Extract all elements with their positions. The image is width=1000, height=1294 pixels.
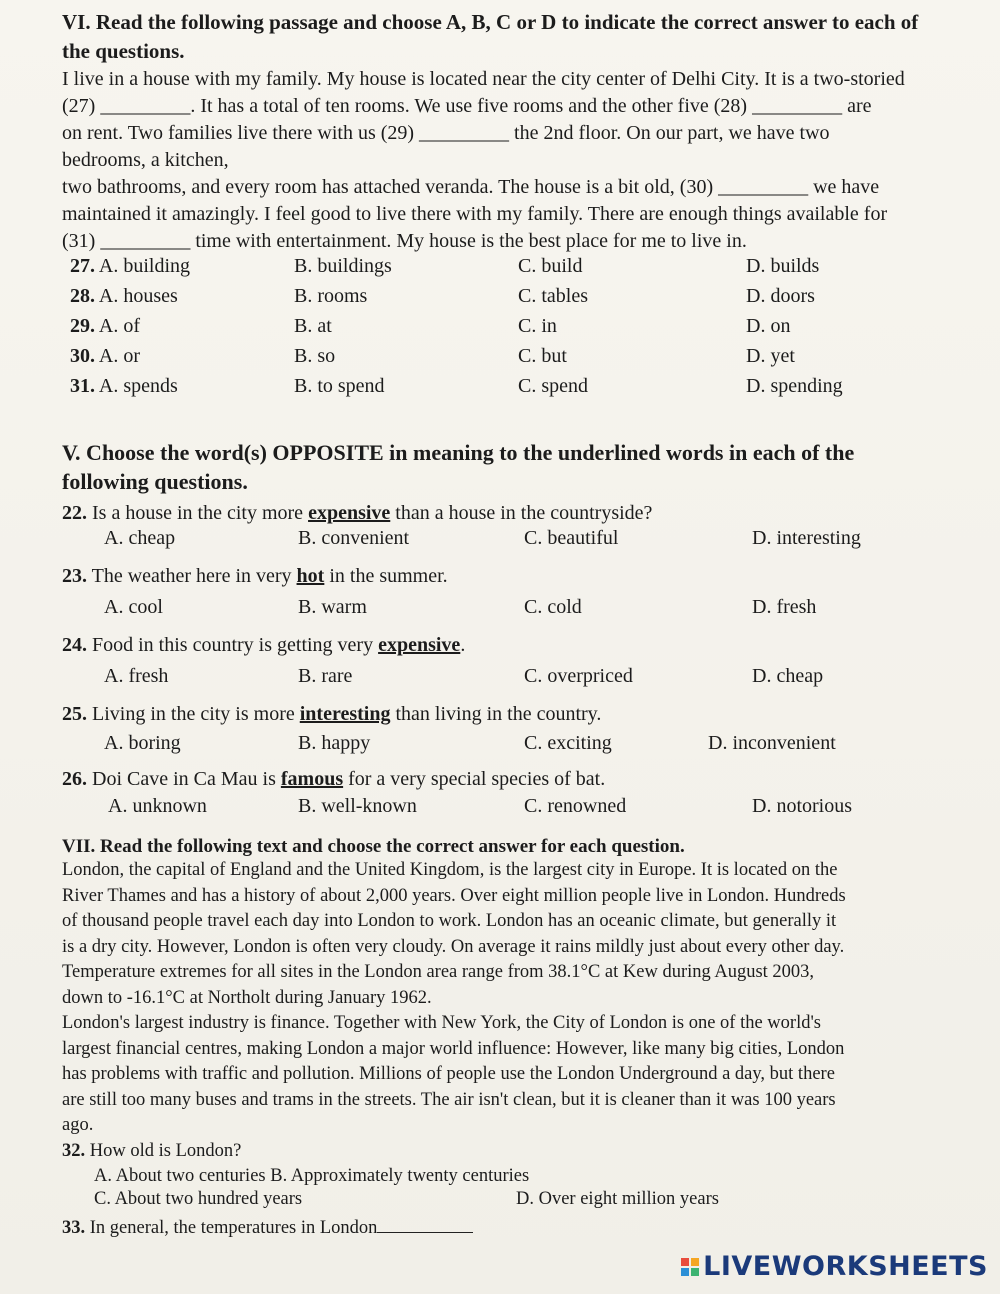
section-v (62, 438, 922, 825)
option-b[interactable]: B. well-known (298, 795, 417, 817)
options-26 (62, 795, 922, 825)
option-a[interactable]: A. houses (98, 285, 178, 307)
question-number: 25. (62, 703, 87, 725)
option-d[interactable]: D. yet (746, 345, 795, 367)
option-b[interactable]: B. happy (298, 732, 371, 754)
option-a[interactable]: A. boring (104, 732, 181, 754)
question-number: 23. (62, 565, 87, 587)
option-b[interactable]: B. convenient (298, 527, 410, 549)
question-number: 24. (62, 634, 87, 656)
question-text-post: than a house in the countryside? (390, 502, 653, 524)
question-text-pre: The weather here in very (91, 565, 297, 587)
option-a[interactable]: A. fresh (104, 665, 169, 687)
option-b[interactable]: B. to spend (294, 375, 385, 397)
section-vii-heading: VII. Read the following text and choose the correct answer for each question. (62, 836, 685, 857)
answer-blank[interactable] (377, 1214, 473, 1233)
question-text-pre: Living in the city is more (92, 703, 300, 725)
underlined-word: interesting (299, 703, 391, 725)
section-vii-passage (62, 858, 938, 1139)
underlined-word: expensive (378, 634, 461, 656)
passage-line: ago. (62, 1115, 94, 1135)
option-d[interactable]: D. cheap (752, 665, 824, 687)
question-number: 32. (62, 1140, 86, 1161)
option-d[interactable]: D. notorious (752, 795, 852, 817)
options-25 (62, 732, 922, 762)
question-text-post: than living in the country. (390, 703, 602, 725)
logo-text: LIVEWORKSHEETS (703, 1251, 988, 1282)
section-vi-options (62, 255, 922, 405)
option-a[interactable]: A. cool (104, 596, 163, 618)
section-vi (62, 8, 922, 405)
option-c[interactable]: C. but (518, 345, 567, 367)
option-b[interactable]: B. rare (298, 665, 353, 687)
question-23 (62, 563, 922, 590)
question-number: 27. (70, 255, 95, 277)
passage-line: are still too many buses and trams in the streets. The air isn't clean, but it is cleaner than it was 100 years (62, 1089, 836, 1110)
question-32 (62, 1139, 938, 1164)
passage-line: is a dry city. However, London is often very cloudy. On average it rains mildly just about every other day. (62, 936, 845, 957)
underlined-word: famous (280, 768, 344, 790)
option-b[interactable]: B. rooms (294, 285, 368, 307)
passage-line: on rent. Two families live there with us (29) _________ the 2nd floor. On our part, we have two (62, 122, 830, 144)
option-c[interactable]: C. overpriced (524, 665, 633, 687)
passage-line: of thousand people travel each day into London to work. London has an oceanic climate, but generally it (62, 911, 837, 931)
option-a[interactable]: A. spends (98, 375, 178, 397)
option-b[interactable]: B. buildings (294, 255, 392, 277)
question-26 (62, 766, 922, 793)
question-33 (62, 1214, 938, 1241)
option-a[interactable]: A. or (98, 345, 141, 367)
question-24 (62, 632, 922, 659)
question-number: 22. (62, 502, 87, 524)
question-text: In general, the temperatures in London (89, 1217, 378, 1238)
passage-line: down to -16.1°C at Northolt during January 1962. (62, 987, 432, 1008)
passage-line: maintained it amazingly. I feel good to live there with my family. There are enough things available for (62, 203, 888, 225)
section-v-heading: V. Choose the word(s) OPPOSITE in meaning to the underlined words in each of the following questions. (62, 440, 855, 494)
question-31 (62, 375, 922, 405)
option-c[interactable]: C. exciting (524, 732, 612, 754)
question-number: 28. (70, 285, 95, 307)
question-number: 33. (62, 1217, 86, 1238)
question-text: How old is London? (89, 1140, 242, 1161)
question-number: 26. (62, 768, 87, 790)
question-number: 29. (70, 315, 95, 337)
option-c[interactable]: C. renowned (524, 795, 627, 817)
option-c[interactable]: C. in (518, 315, 557, 337)
question-text-pre: Doi Cave in Ca Mau is (92, 768, 281, 790)
section-vi-passage (62, 66, 922, 255)
options-32-cd (62, 1189, 938, 1214)
question-29 (62, 315, 922, 345)
option-b[interactable]: B. so (294, 345, 336, 367)
passage-line: two bathrooms, and every room has attached veranda. The house is a bit old, (30) _________ we have (62, 176, 880, 198)
question-30 (62, 345, 922, 375)
passage-line: (27) _________. It has a total of ten rooms. We use five rooms and the other five (28) _________ are (62, 95, 872, 117)
option-c[interactable]: C. tables (518, 285, 588, 307)
option-a[interactable]: A. unknown (108, 795, 207, 817)
option-d[interactable]: D. interesting (752, 527, 861, 549)
passage-line: London's largest industry is finance. Together with New York, the City of London is one of the world's (62, 1013, 821, 1033)
option-d[interactable]: D. on (746, 315, 791, 337)
option-d[interactable]: D. builds (746, 255, 820, 277)
logo-icon (681, 1258, 699, 1276)
liveworksheets-logo (681, 1251, 988, 1282)
question-22 (62, 500, 922, 527)
question-25 (62, 701, 922, 728)
section-vii (62, 836, 938, 1241)
option-a[interactable]: A. cheap (104, 527, 176, 549)
option-d[interactable]: D. Over eight million years (516, 1188, 719, 1209)
question-text-post: in the summer. (324, 565, 448, 587)
option-c[interactable]: C. spend (518, 375, 588, 397)
question-number: 31. (70, 375, 95, 397)
question-28 (62, 285, 922, 315)
option-a[interactable]: A. building (98, 255, 191, 277)
question-text-pre: Is a house in the city more (92, 502, 309, 524)
option-d[interactable]: D. doors (746, 285, 815, 307)
section-vi-heading: VI. Read the following passage and choose A, B, C or D to indicate the correct answer to each of the questions. (62, 10, 919, 63)
passage-line: largest financial centres, making London a major world influence: However, like many big cities, London (62, 1038, 845, 1059)
options-22 (62, 527, 922, 557)
option-c[interactable]: C. About two hundred years (94, 1188, 303, 1209)
passage-line: Temperature extremes for all sites in the London area range from 38.1°C at Kew during August 2003, (62, 962, 815, 982)
option-c[interactable]: C. beautiful (524, 527, 619, 549)
question-27 (62, 255, 922, 285)
option-b[interactable]: B. warm (298, 596, 367, 618)
option-d[interactable]: D. fresh (752, 596, 817, 618)
options-23 (62, 596, 922, 626)
passage-line: I live in a house with my family. My house is located near the city center of Delhi City. It is a two-storied (62, 68, 905, 90)
passage-line: London, the capital of England and the United Kingdom, is the largest city in Europe. It is located on the (62, 860, 838, 880)
question-text-post: for a very special species of bat. (343, 768, 606, 790)
option-a[interactable]: A. of (98, 315, 141, 337)
passage-line: River Thames and has a history of about 2,000 years. Over eight million people live in London. Hundreds (62, 885, 846, 906)
options-24 (62, 665, 922, 695)
option-c[interactable]: C. build (518, 255, 583, 277)
question-text-pre: Food in this country is getting very (92, 634, 379, 656)
passage-line: has problems with traffic and pollution. Millions of people use the London Underground a day, but there (62, 1064, 835, 1084)
option-d[interactable]: D. spending (746, 375, 843, 397)
passage-line: bedrooms, a kitchen, (62, 149, 229, 171)
question-text-post: . (460, 634, 466, 656)
underlined-word: hot (296, 565, 325, 587)
option-d[interactable]: D. inconvenient (708, 732, 836, 754)
option-c[interactable]: C. cold (524, 596, 582, 618)
options-32-ab[interactable]: A. About two centuries B. Approximately twenty centuries (94, 1165, 530, 1186)
passage-line: (31) _________ time with entertainment. My house is the best place for me to live in. (62, 230, 747, 252)
option-b[interactable]: B. at (294, 315, 332, 337)
question-number: 30. (70, 345, 95, 367)
underlined-word: expensive (308, 502, 391, 524)
